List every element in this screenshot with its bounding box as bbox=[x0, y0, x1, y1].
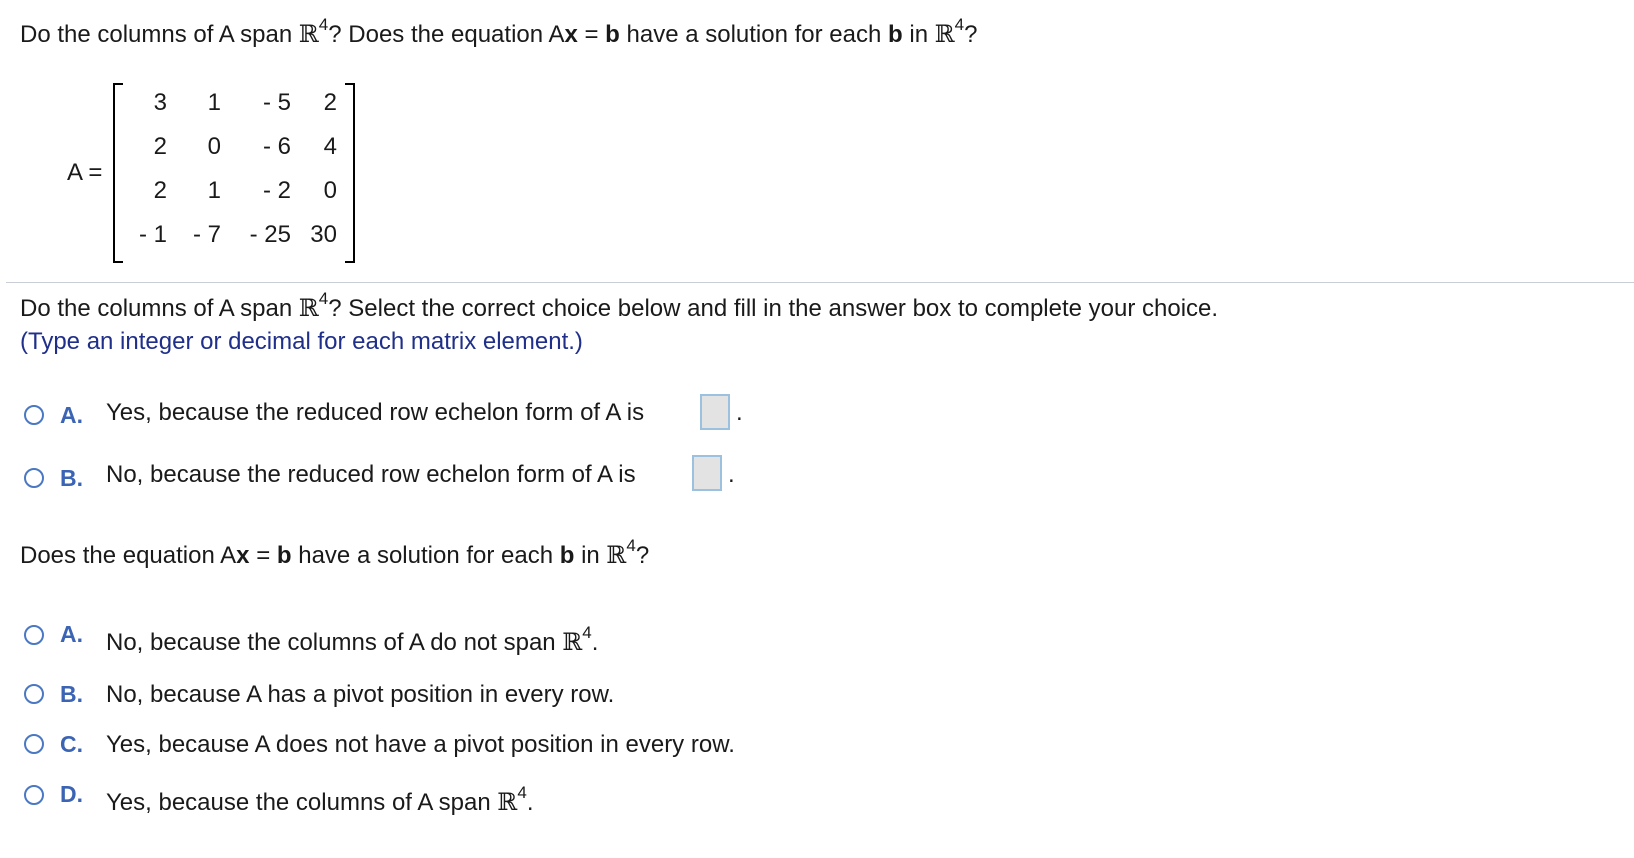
part-b-prompt-text-1: Does the equation A bbox=[20, 542, 237, 569]
part-b-choice-d-text[interactable] bbox=[106, 783, 534, 818]
matrix-cell: 2 bbox=[153, 177, 167, 204]
part-b-prompt-text-2: have a solution for each bbox=[291, 542, 560, 569]
equals-sign: = bbox=[577, 21, 606, 48]
part-a-choice-a-answer-box[interactable] bbox=[700, 394, 730, 430]
exponent: 4 bbox=[582, 623, 592, 642]
question-text-1: Do the columns of A span bbox=[20, 21, 293, 48]
matrix-cell: - 7 bbox=[192, 221, 221, 248]
matrix-cell: 0 bbox=[323, 177, 337, 204]
matrix-cell: 4 bbox=[323, 133, 337, 160]
vector-b: b bbox=[888, 21, 903, 48]
part-b-choice-a-text[interactable] bbox=[106, 623, 599, 658]
matrix-cell: 1 bbox=[207, 89, 221, 116]
exponent: 4 bbox=[517, 783, 527, 802]
part-b-choice-b-radio[interactable] bbox=[24, 684, 44, 704]
period: . bbox=[526, 789, 534, 816]
exponent: 4 bbox=[318, 15, 329, 34]
part-a-choice-b-period: . bbox=[728, 461, 735, 488]
part-b-choice-d-radio[interactable] bbox=[24, 785, 44, 805]
section-divider bbox=[6, 282, 1634, 283]
part-b-choice-a-letter[interactable]: A. bbox=[60, 621, 83, 647]
exponent: 4 bbox=[318, 289, 329, 308]
matrix-cell: 0 bbox=[207, 133, 221, 160]
exponent: 4 bbox=[954, 15, 965, 34]
vector-b: b bbox=[605, 21, 620, 48]
question-text-4: in bbox=[902, 21, 935, 48]
part-b-prompt-text-3: in bbox=[574, 542, 607, 569]
matrix-cell: - 25 bbox=[249, 221, 291, 248]
vector-x: x bbox=[564, 21, 578, 48]
part-a-choice-a-period: . bbox=[736, 399, 743, 426]
matrix-cell: - 1 bbox=[138, 221, 167, 248]
matrix-label: A = bbox=[67, 159, 103, 186]
part-a-choice-b-letter[interactable]: B. bbox=[60, 465, 83, 491]
matrix-cell: - 5 bbox=[262, 89, 291, 116]
part-b-choice-c-radio[interactable] bbox=[24, 734, 44, 754]
part-b-choice-b-text[interactable]: No, because A has a pivot position in every row. bbox=[106, 681, 615, 708]
part-a-prompt-text-1: Do the columns of A span bbox=[20, 295, 299, 322]
part-b-prompt bbox=[20, 536, 650, 571]
vector-x: x bbox=[236, 542, 250, 569]
part-b-choice-d-label: Yes, because the columns of A span bbox=[106, 789, 498, 816]
part-b-choice-a-label: No, because the columns of A do not span bbox=[106, 629, 563, 656]
matrix-cell: - 6 bbox=[262, 133, 291, 160]
part-a-hint: (Type an integer or decimal for each matrix element.) bbox=[20, 328, 583, 355]
part-a-prompt bbox=[20, 289, 1219, 324]
matrix-cell: - 2 bbox=[262, 177, 291, 204]
matrix-cell: 1 bbox=[207, 177, 221, 204]
matrix-cell: 3 bbox=[153, 89, 167, 116]
question-mark: ? bbox=[635, 542, 650, 569]
vector-b: b bbox=[559, 542, 575, 569]
part-b-choice-a-radio[interactable] bbox=[24, 625, 44, 645]
exponent: 4 bbox=[626, 536, 636, 555]
real-space-symbol: ℝ bbox=[562, 628, 583, 656]
question-title bbox=[20, 15, 978, 50]
matrix-right-bracket bbox=[345, 83, 355, 263]
part-a-choice-a-letter[interactable]: A. bbox=[60, 402, 83, 428]
matrix-cell: 2 bbox=[153, 133, 167, 160]
matrix-cell: 30 bbox=[310, 221, 337, 248]
real-space-symbol: ℝ bbox=[606, 541, 627, 569]
question-text-3: have a solution for each bbox=[619, 21, 889, 48]
part-a-choice-b-answer-box[interactable] bbox=[692, 455, 722, 491]
question-text-2: ? Does the equation A bbox=[328, 21, 565, 48]
period: . bbox=[591, 629, 599, 656]
real-space-symbol: ℝ bbox=[298, 20, 319, 48]
real-space-symbol: ℝ bbox=[934, 20, 955, 48]
matrix-cell: 2 bbox=[323, 89, 337, 116]
question-mark: ? bbox=[964, 21, 978, 48]
part-a-choice-b-text[interactable]: No, because the reduced row echelon form of A is bbox=[106, 461, 636, 488]
part-b-choice-d-letter[interactable]: D. bbox=[60, 781, 83, 807]
vector-b: b bbox=[276, 542, 292, 569]
part-b-choice-c-text[interactable]: Yes, because A does not have a pivot position in every row. bbox=[106, 731, 735, 758]
part-a-prompt-text-2: ? Select the correct choice below and fill in the answer box to complete your choice. bbox=[328, 295, 1219, 322]
part-a-choice-b-radio[interactable] bbox=[24, 468, 44, 488]
part-a-choice-a-text[interactable]: Yes, because the reduced row echelon form of A is bbox=[106, 399, 645, 426]
part-a-choice-a-radio[interactable] bbox=[24, 405, 44, 425]
real-space-symbol: ℝ bbox=[497, 788, 518, 816]
real-space-symbol: ℝ bbox=[298, 294, 319, 322]
matrix-a bbox=[113, 83, 355, 261]
equals-sign: = bbox=[249, 542, 277, 569]
part-b-choice-c-letter[interactable]: C. bbox=[60, 731, 83, 757]
part-b-choice-b-letter[interactable]: B. bbox=[60, 681, 83, 707]
